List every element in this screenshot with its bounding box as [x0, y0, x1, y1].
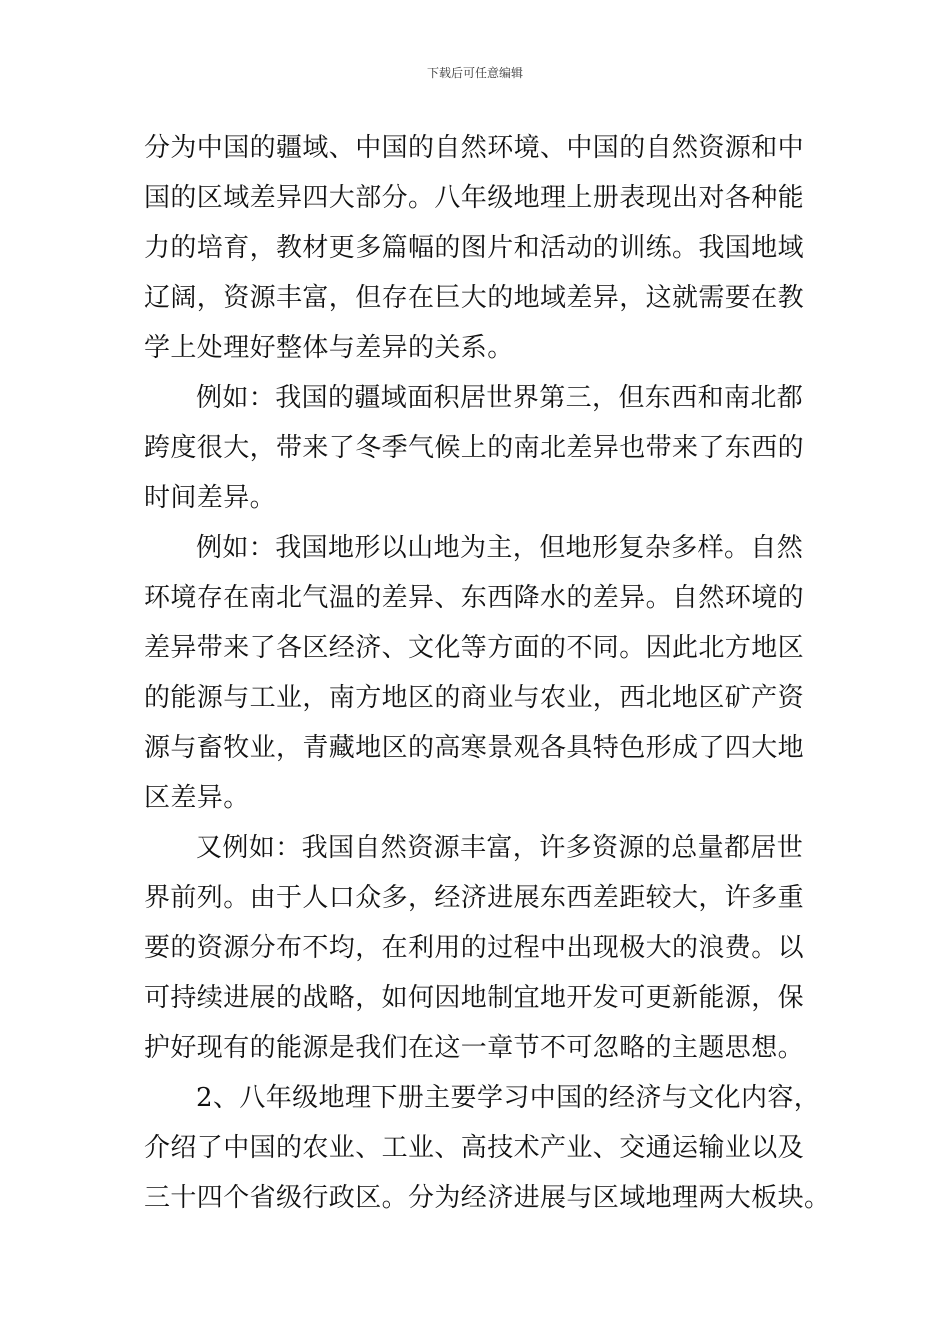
text-line: 区差异。 [144, 783, 250, 813]
text-line: 分为中国的疆域、中国的自然环境、中国的自然资源和中 [144, 133, 805, 163]
page-header: 下载后可任意编辑 [426, 66, 523, 80]
text-line: 介绍了中国的农业、工业、高技术产业、交通运输业以及 [144, 1133, 805, 1163]
text-line: 界前列。由于人口众多，经济进展东西差距较大，许多重 [144, 883, 805, 913]
text-line: 例如：我国地形以山地为主，但地形复杂多样。自然 [196, 533, 804, 563]
text-line: 的能源与工业，南方地区的商业与农业，西北地区矿产资 [144, 683, 805, 713]
text-line: 力的培育，教材更多篇幅的图片和活动的训练。我国地域 [144, 233, 805, 263]
text-line: 可持续进展的战略，如何因地制宜地开发可更新能源，保 [144, 983, 805, 1013]
text-line: 要的资源分布不均，在利用的过程中出现极大的浪费。以 [144, 933, 805, 963]
text-line: 国的区域差异四大部分。八年级地理上册表现出对各种能 [144, 183, 805, 213]
text-line: 护好现有的能源是我们在这一章节不可忽略的主题思想。 [144, 1033, 805, 1063]
text-line: 辽阔，资源丰富，但存在巨大的地域差异，这就需要在教 [144, 283, 805, 313]
text-line: 时间差异。 [144, 483, 277, 513]
text-line: 源与畜牧业，青藏地区的高寒景观各具特色形成了四大地 [144, 733, 805, 763]
text-line: 例如：我国的疆域面积居世界第三，但东西和南北都 [196, 383, 804, 413]
text-line: 2、八年级地理下册主要学习中国的经济与文化内容， [196, 1083, 821, 1113]
text-line: 三十四个省级行政区。分为经济进展与区域地理两大板块。 [144, 1183, 831, 1213]
text-line: 环境存在南北气温的差异、东西降水的差异。自然环境的 [144, 583, 805, 613]
text-line: 又例如：我国自然资源丰富，许多资源的总量都居世 [196, 833, 804, 863]
text-line: 学上处理好整体与差异的关系。 [144, 333, 514, 363]
text-line: 跨度很大，带来了冬季气候上的南北差异也带来了东西的 [144, 433, 805, 463]
text-line: 差异带来了各区经济、文化等方面的不同。因此北方地区 [144, 633, 805, 663]
